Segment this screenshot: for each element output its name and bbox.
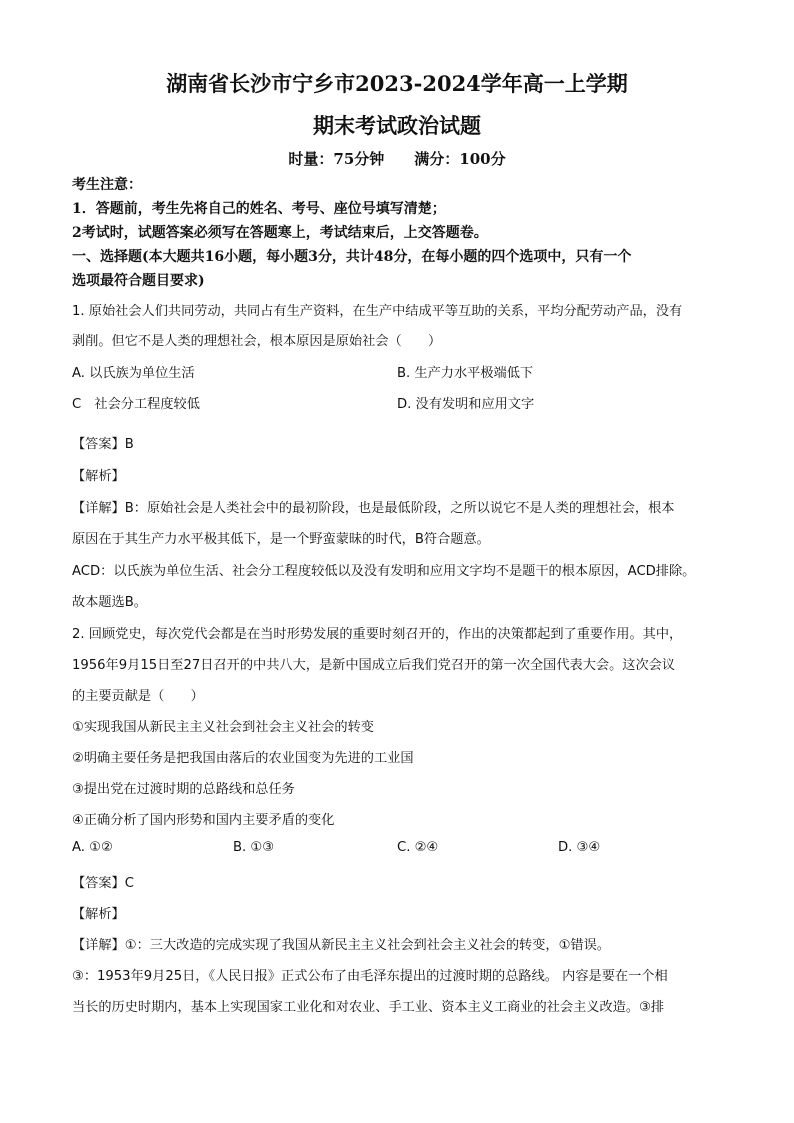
q1-option-a: A. 以氏族为单位生活 — [72, 366, 195, 381]
q2-option-a: A. ①② — [72, 840, 113, 855]
q2-stem-line2: 1956年9月15日至27日召开的中共八大，是新中国成立后我们党召开的第一次全国代表大会。这次会议 — [72, 658, 676, 673]
q1-stem-line1: 1. 原始社会人们共同劳动，共同占有生产资料，在生产中结成平等互助的关系，平均分配劳动产品，没有 — [72, 304, 683, 319]
exam-info: 时量：75分钟 满分：100分 — [288, 150, 506, 168]
q1-option-c: C 社会分工程度较低 — [72, 397, 200, 412]
section1-heading-line1: 一、选择题(本大题共16小题，每小题3分，共计48分，在每小题的四个选项中，只有一个 — [72, 249, 632, 265]
q2-item-4: ④正确分析了国内形势和国内主要矛盾的变化 — [72, 813, 335, 828]
q2-option-c: C. ②④ — [397, 840, 439, 855]
q2-detail-line1: 【详解】①：三大改造的完成实现了我国从新民主主义社会到社会主义社会的转变，①错误。 — [72, 938, 610, 953]
q2-detail-line3: 当长的历史时期内，基本上实现国家工业化和对农业、手工业、资本主义工商业的社会主义改造。③排 — [72, 1000, 665, 1015]
notice-heading: 考生注意： — [72, 177, 142, 193]
q1-detail-line3: ACD：以氏族为单位生活、社会分工程度较低以及没有发明和应用文字均不是题干的根本原因，ACD排除。 — [72, 564, 696, 579]
q1-option-b: B. 生产力水平极端低下 — [397, 366, 534, 381]
document-title-line1: 湖南省长沙市宁乡市2023-2024学年高一上学期 — [166, 71, 628, 96]
q1-stem-line2: 剥削。但它不是人类的理想社会，根本原因是原始社会（ ） — [72, 334, 442, 349]
q2-analysis-label: 【解析】 — [72, 907, 125, 922]
q1-detail-line1: 【详解】B：原始社会是人类社会中的最初阶段，也是最低阶段，之所以说它不是人类的理想社会，根本 — [72, 501, 675, 516]
notice-item-2: 2考试时，试题答案必须写在答题寒上，考试结束后，上交答题卷。 — [72, 225, 488, 241]
q2-option-b: B. ①③ — [233, 840, 275, 855]
q2-detail-line2: ③：1953年9月25日，《人民日报》正式公布了由毛泽东提出的过渡时期的总路线。 内容是要在一个相 — [72, 969, 668, 984]
q2-stem-line3: 的主要贡献是（ ） — [72, 689, 204, 704]
q1-answer: 【答案】B — [72, 437, 134, 452]
section1-heading-line2: 选项最符合题目要求) — [72, 273, 205, 289]
q1-analysis-label: 【解析】 — [72, 469, 125, 484]
q2-option-d: D. ③④ — [558, 840, 601, 855]
q1-detail-line2: 原因在于其生产力水平极其低下，是一个野蛮蒙昧的时代，B符合题意。 — [72, 532, 490, 547]
q2-item-2: ②明确主要任务是把我国由落后的农业国变为先进的工业国 — [72, 751, 414, 766]
q2-item-3: ③提出党在过渡时期的总路线和总任务 — [72, 782, 295, 797]
document-title-line2: 期末考试政治试题 — [313, 113, 481, 138]
q2-answer: 【答案】C — [72, 876, 134, 891]
q2-stem-line1: 2. 回顾党史，每次党代会都是在当时形势发展的重要时刻召开的，作出的决策都起到了重要作用。其中， — [72, 627, 683, 642]
q1-option-d: D. 没有发明和应用文字 — [397, 397, 535, 412]
q1-detail-line4: 故本题选B。 — [72, 595, 147, 610]
q2-item-1: ①实现我国从新民主主义社会到社会主义社会的转变 — [72, 720, 374, 735]
notice-item-1: 1．答题前，考生先将自己的姓名、考号、座位号填写清楚； — [72, 201, 446, 217]
